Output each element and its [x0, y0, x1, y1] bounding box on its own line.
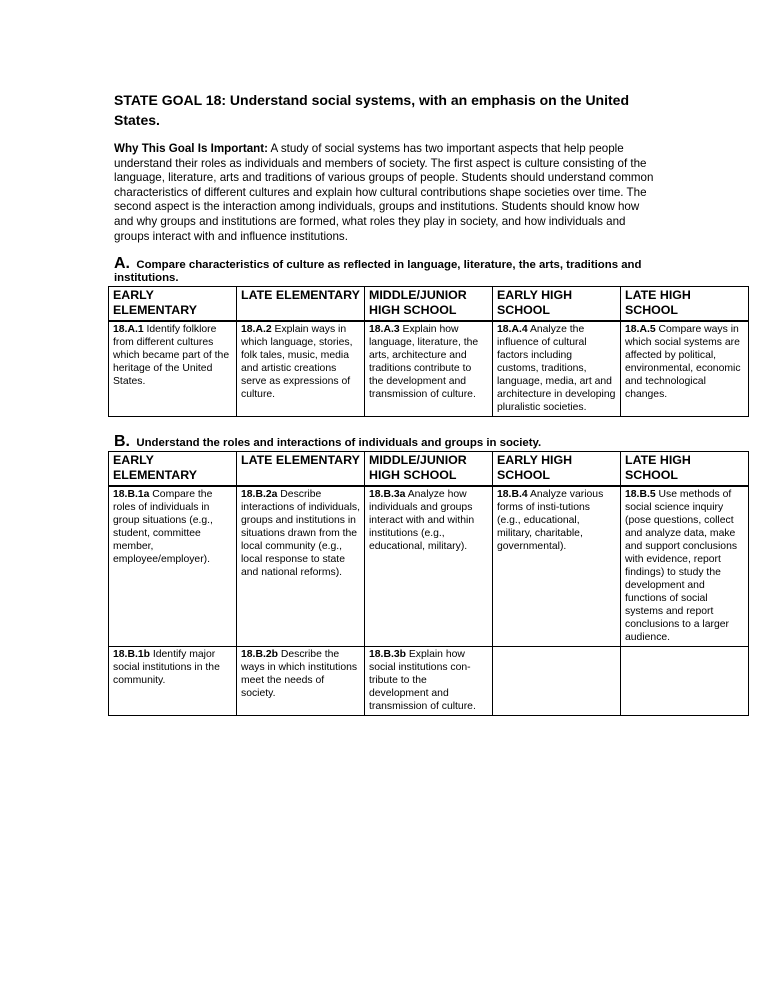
standard-code: 18.B.2a: [241, 489, 278, 501]
standard-code: 18.A.5: [625, 324, 656, 336]
standard-cell: [365, 321, 493, 417]
standard-text: Analyze the influence of cultural factors including customs, traditions, language, media, art and architecture in developing pluralistic societies.: [497, 324, 616, 414]
column-header: MIDDLE/JUNIOR HIGH SCHOOL: [365, 287, 493, 322]
standard-cell: [237, 321, 365, 417]
standard-text: Identify folklore from different cultures which became part of the heritage of the United States.: [113, 324, 230, 388]
standard-code: 18.B.4: [497, 489, 528, 501]
standard-cell: [237, 486, 365, 647]
standard-code: 18.A.4: [497, 324, 528, 336]
standard-cell: [365, 647, 493, 716]
standard-cell: [493, 321, 621, 417]
section-b-header-row: [109, 452, 749, 487]
standard-text: Use methods of social science inquiry (pose questions, collect and analyze data, make and support conclusions with evidence, report findings) to study the development and functions of social systems and report conclusions to a larger audience.: [625, 489, 738, 644]
column-header: EARLY HIGH SCHOOL: [493, 452, 621, 487]
column-header: LATE HIGH SCHOOL: [621, 452, 749, 487]
section-a-header-row: [109, 287, 749, 322]
standard-code: 18.A.2: [241, 324, 272, 336]
table-row: [109, 647, 749, 716]
standard-cell: [109, 321, 237, 417]
section-b-heading-text: Understand the roles and interactions of individuals and groups in society.: [136, 437, 542, 450]
standard-code: 18.B.2b: [241, 649, 278, 661]
section-a-heading: [114, 257, 654, 285]
column-header: LATE ELEMENTARY: [237, 452, 365, 487]
standard-text: Compare ways in which social systems are affected by political, environmental, economic and technological changes.: [625, 324, 741, 401]
section-b-table: [108, 451, 749, 716]
document-page: [113, 90, 741, 716]
section-spacer: [114, 417, 654, 435]
standard-cell: [621, 321, 749, 417]
standard-cell: [493, 486, 621, 647]
standard-code: 18.B.5: [625, 489, 656, 501]
standard-code: 18.B.3a: [369, 489, 406, 501]
why-paragraph: [114, 142, 654, 244]
standard-cell: [621, 486, 749, 647]
standard-cell: [109, 486, 237, 647]
standard-text: Explain how language, literature, the arts, architecture and traditions contribute to the development and transmission of culture.: [369, 324, 479, 401]
standard-text: Compare the roles of individuals in group situations (e.g., student, committee member, employee/employer).: [113, 489, 213, 566]
standard-code: 18.B.1b: [113, 649, 150, 661]
standard-text: Explain how social institutions con-tribute to the development and transmission of culture.: [369, 649, 476, 713]
standard-text: Analyze how individuals and groups interact with and within institutions (e.g., educational, military).: [369, 489, 475, 553]
standard-text: Describe the ways in which institutions meet the needs of society.: [241, 649, 358, 700]
standard-cell: [365, 486, 493, 647]
section-a-heading-text: Compare characteristics of culture as reflected in language, literature, the arts, traditions and institutions.: [114, 259, 642, 285]
column-header: LATE ELEMENTARY: [237, 287, 365, 322]
standard-text: Identify major social institutions in the community.: [113, 649, 220, 687]
empty-cell: [493, 647, 621, 716]
table-row: [109, 321, 749, 417]
standard-code: 18.B.1a: [113, 489, 150, 501]
goal-title: STATE GOAL 18: Understand social systems, with an emphasis on the United States.: [114, 92, 629, 128]
standard-text: Analyze various forms of insti-tutions (e.g., educational, military, charitable, governmental).: [497, 489, 604, 553]
section-b-letter: B.: [114, 433, 130, 451]
column-header: EARLY ELEMENTARY: [109, 452, 237, 487]
standard-cell: [237, 647, 365, 716]
table-row: [109, 486, 749, 647]
why-text: A study of social systems has two important aspects that help people understand their roles as individuals and members of society. The first aspect is culture consisting of the language, literature, arts and traditions of various groups of people. Students should understand common characteristics of different cultures and explain how cultural contributions shape societies over time. The second aspect is the interaction among individuals, groups and institutions. Students should know how and why groups and institutions are formed, what roles they play in society, and how individuals and groups interact with and influence institutions.: [114, 142, 654, 243]
standard-code: 18.B.3b: [369, 649, 406, 661]
standard-text: Explain ways in which language, stories, folk tales, music, media and artistic creations serve as expressions of culture.: [241, 324, 353, 401]
standard-code: 18.A.1: [113, 324, 144, 336]
section-a-table: [108, 286, 749, 417]
empty-cell: [621, 647, 749, 716]
standard-cell: [109, 647, 237, 716]
column-header: EARLY ELEMENTARY: [109, 287, 237, 322]
column-header: EARLY HIGH SCHOOL: [493, 287, 621, 322]
why-label: Why This Goal Is Important:: [114, 142, 268, 155]
column-header: MIDDLE/JUNIOR HIGH SCHOOL: [365, 452, 493, 487]
section-a-letter: A.: [114, 255, 130, 273]
column-header: LATE HIGH SCHOOL: [621, 287, 749, 322]
standard-text: Describe interactions of individuals, groups and institutions in situations drawn from the local community (e.g., local response to state and national reforms).: [241, 489, 360, 579]
standard-code: 18.A.3: [369, 324, 400, 336]
section-b-heading: [114, 435, 654, 450]
